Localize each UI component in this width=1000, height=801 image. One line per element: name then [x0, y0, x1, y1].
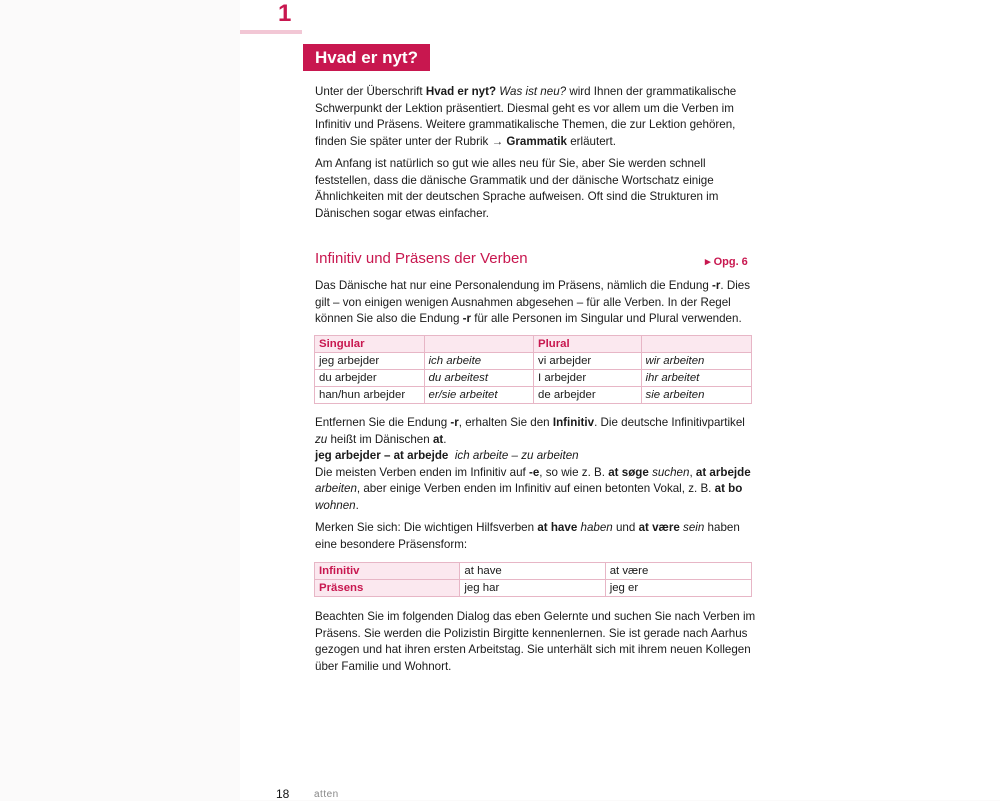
- cell-have: at have: [460, 563, 605, 580]
- section-title: Hvad er nyt?: [303, 44, 430, 71]
- plural-german: wir arbeiten: [642, 353, 751, 370]
- plural-header: Plural: [534, 336, 642, 353]
- text-run: , erhalten Sie den: [458, 416, 553, 429]
- plural-german: sie arbeiten: [642, 387, 751, 403]
- verb-at-have: at have: [537, 521, 578, 534]
- text-run: und: [612, 521, 639, 534]
- text-run: Die meisten Verben enden im Infinitiv auf: [315, 465, 529, 479]
- cell-er: jeg er: [606, 580, 751, 596]
- text-run: . Dies gilt – von einigen wenigen Ausnahmen abgesehen – für alle Verben. In der Regel können Sie also die Endung: [315, 279, 751, 325]
- text-run: Das Dänische hat nur eine Personalendung im Präsens, nämlich die Endung: [315, 279, 713, 292]
- ending-r: -r: [450, 416, 459, 429]
- text-run: . Die deutsche Infinitivpartikel: [594, 416, 745, 429]
- example-translation: wohnen: [315, 498, 356, 512]
- page-number: 18: [276, 787, 290, 801]
- singular-danish: du arbejder: [315, 370, 425, 387]
- dialog-intro-paragraph: Beachten Sie im folgenden Dialog das eben Gelernte und suchen Sie nach Verben im Präsens. Sie werden die Polizistin Birgitte kennenlernen. Sie ist gerade nach Aarhus gezogen und hat ihren ersten Arbeitstag. Sie unterhält sich mit ihrem neuen Kollegen über Familie und Wohnort.: [315, 610, 756, 673]
- intro-text: erläutert.: [566, 134, 616, 148]
- verb-at-vaere: at være: [638, 521, 680, 534]
- term-infinitiv: Infinitiv: [552, 416, 595, 429]
- example-verb: at bo: [714, 482, 743, 495]
- singular-german: ich arbeite: [425, 353, 535, 370]
- translation-haben: haben: [580, 521, 613, 534]
- intro-text: wird Ihnen der grammatikalische Schwerpunkt der Lektion präsentiert. Diesmal geht es vor allem um die Verben im Infinitiv und Präsens. Weitere grammatikalische Themen, die zur Lektion gehören, finden Sie später unter der Rubrik →: [315, 85, 737, 148]
- example-verb: at arbejde: [695, 465, 751, 479]
- translation-sein: sein: [683, 521, 705, 534]
- chapter-number: 1: [278, 0, 292, 27]
- plural-danish: I arbejder: [534, 370, 642, 387]
- rule-paragraph: [315, 278, 757, 328]
- row-label-praesens: Präsens: [315, 580, 460, 596]
- example-translation: suchen: [652, 465, 690, 479]
- table-row: [315, 370, 751, 387]
- table-row: [315, 563, 751, 580]
- text-run: haben eine besondere Präsensform:: [315, 521, 740, 551]
- infinitive-paragraph: Entfernen Sie die Endung -r, erhalten Sie den Infinitiv. Die deutsche Infinitivpartikel zu heißt im Dänischen at. jeg arbejder – at arbejde ich arbeite – zu arbeiten Die meisten Verben enden im Infinitiv auf -e, so wie z. B. at søge suchen, at arbejde arbeiten, aber einige Verben enden im Infinitiv auf einen betonten Vokal, z. B. at bo wohnen.: [315, 416, 751, 512]
- intro-paragraph-2: Am Anfang ist natürlich so gut wie alles neu für Sie, aber Sie werden schnell feststellen, dass die dänische Grammatik und der dänische Wortschatz einige Ähnlichkeiten mit der deutschen Sprache aufweisen. Oft sind die Strukturen im Dänischen sogar etwas einfacher.: [315, 157, 719, 220]
- example-danish: jeg arbejder – at arbejde: [315, 449, 449, 462]
- chapter-rule: [240, 30, 302, 34]
- intro-paragraph-1: [315, 84, 757, 150]
- subsection-title: Infinitiv und Präsens der Verben: [315, 250, 528, 267]
- example-translation: arbeiten: [315, 482, 357, 495]
- conjugation-table: [314, 335, 752, 404]
- plural-german: ihr arbeitet: [642, 370, 751, 387]
- text-run: Entfernen Sie die Endung: [315, 416, 451, 429]
- header-blank: [425, 336, 535, 353]
- word-at: at: [432, 432, 444, 446]
- ending-r: -r: [712, 279, 721, 292]
- plural-danish: vi arbejder: [534, 353, 642, 370]
- table-row: [315, 580, 751, 596]
- text-run: .: [443, 432, 447, 446]
- row-label-infinitiv: Infinitiv: [315, 563, 460, 580]
- cell-har: jeg har: [460, 580, 605, 596]
- example-verb: at søge: [608, 465, 649, 479]
- ending-r: -r: [462, 312, 471, 325]
- plural-danish: de arbejder: [534, 387, 642, 403]
- text-run: , aber einige Verben enden im Infinitiv auf einen betonten Vokal, z. B.: [356, 482, 715, 495]
- text-run: heißt im Dänischen: [327, 432, 433, 446]
- singular-danish: jeg arbejder: [315, 353, 425, 370]
- text-run: Merken Sie sich: Die wichtigen Hilfsverben: [315, 521, 538, 534]
- text-run: , so wie z. B.: [539, 465, 609, 479]
- intro-translation: Was ist neu?: [499, 85, 567, 98]
- table-header-row: [315, 336, 751, 353]
- exercise-reference-link[interactable]: ▸ Opg. 6: [705, 256, 748, 268]
- page-number-word: atten: [314, 789, 339, 800]
- auxiliary-verbs-table: [314, 562, 752, 597]
- auxiliary-paragraph: [315, 520, 757, 553]
- table-row: [315, 387, 751, 403]
- text-run: für alle Personen im Singular und Plural verwenden.: [471, 312, 742, 325]
- word-zu: zu: [315, 432, 328, 446]
- cell-vaere: at være: [606, 563, 751, 580]
- text-run: .: [355, 498, 359, 512]
- header-blank: [642, 336, 751, 353]
- singular-german: du arbeitest: [425, 370, 535, 387]
- intro-bold-term: Hvad er nyt?: [425, 85, 497, 98]
- singular-danish: han/hun arbejder: [315, 387, 425, 403]
- grammar-link[interactable]: Grammatik: [506, 134, 567, 148]
- singular-header: Singular: [315, 336, 425, 353]
- table-row: [315, 353, 751, 370]
- intro-text: Unter der Überschrift: [315, 85, 426, 98]
- example-german: ich arbeite – zu arbeiten: [454, 449, 579, 462]
- singular-german: er/sie arbeitet: [425, 387, 535, 403]
- ending-e: -e: [528, 465, 540, 479]
